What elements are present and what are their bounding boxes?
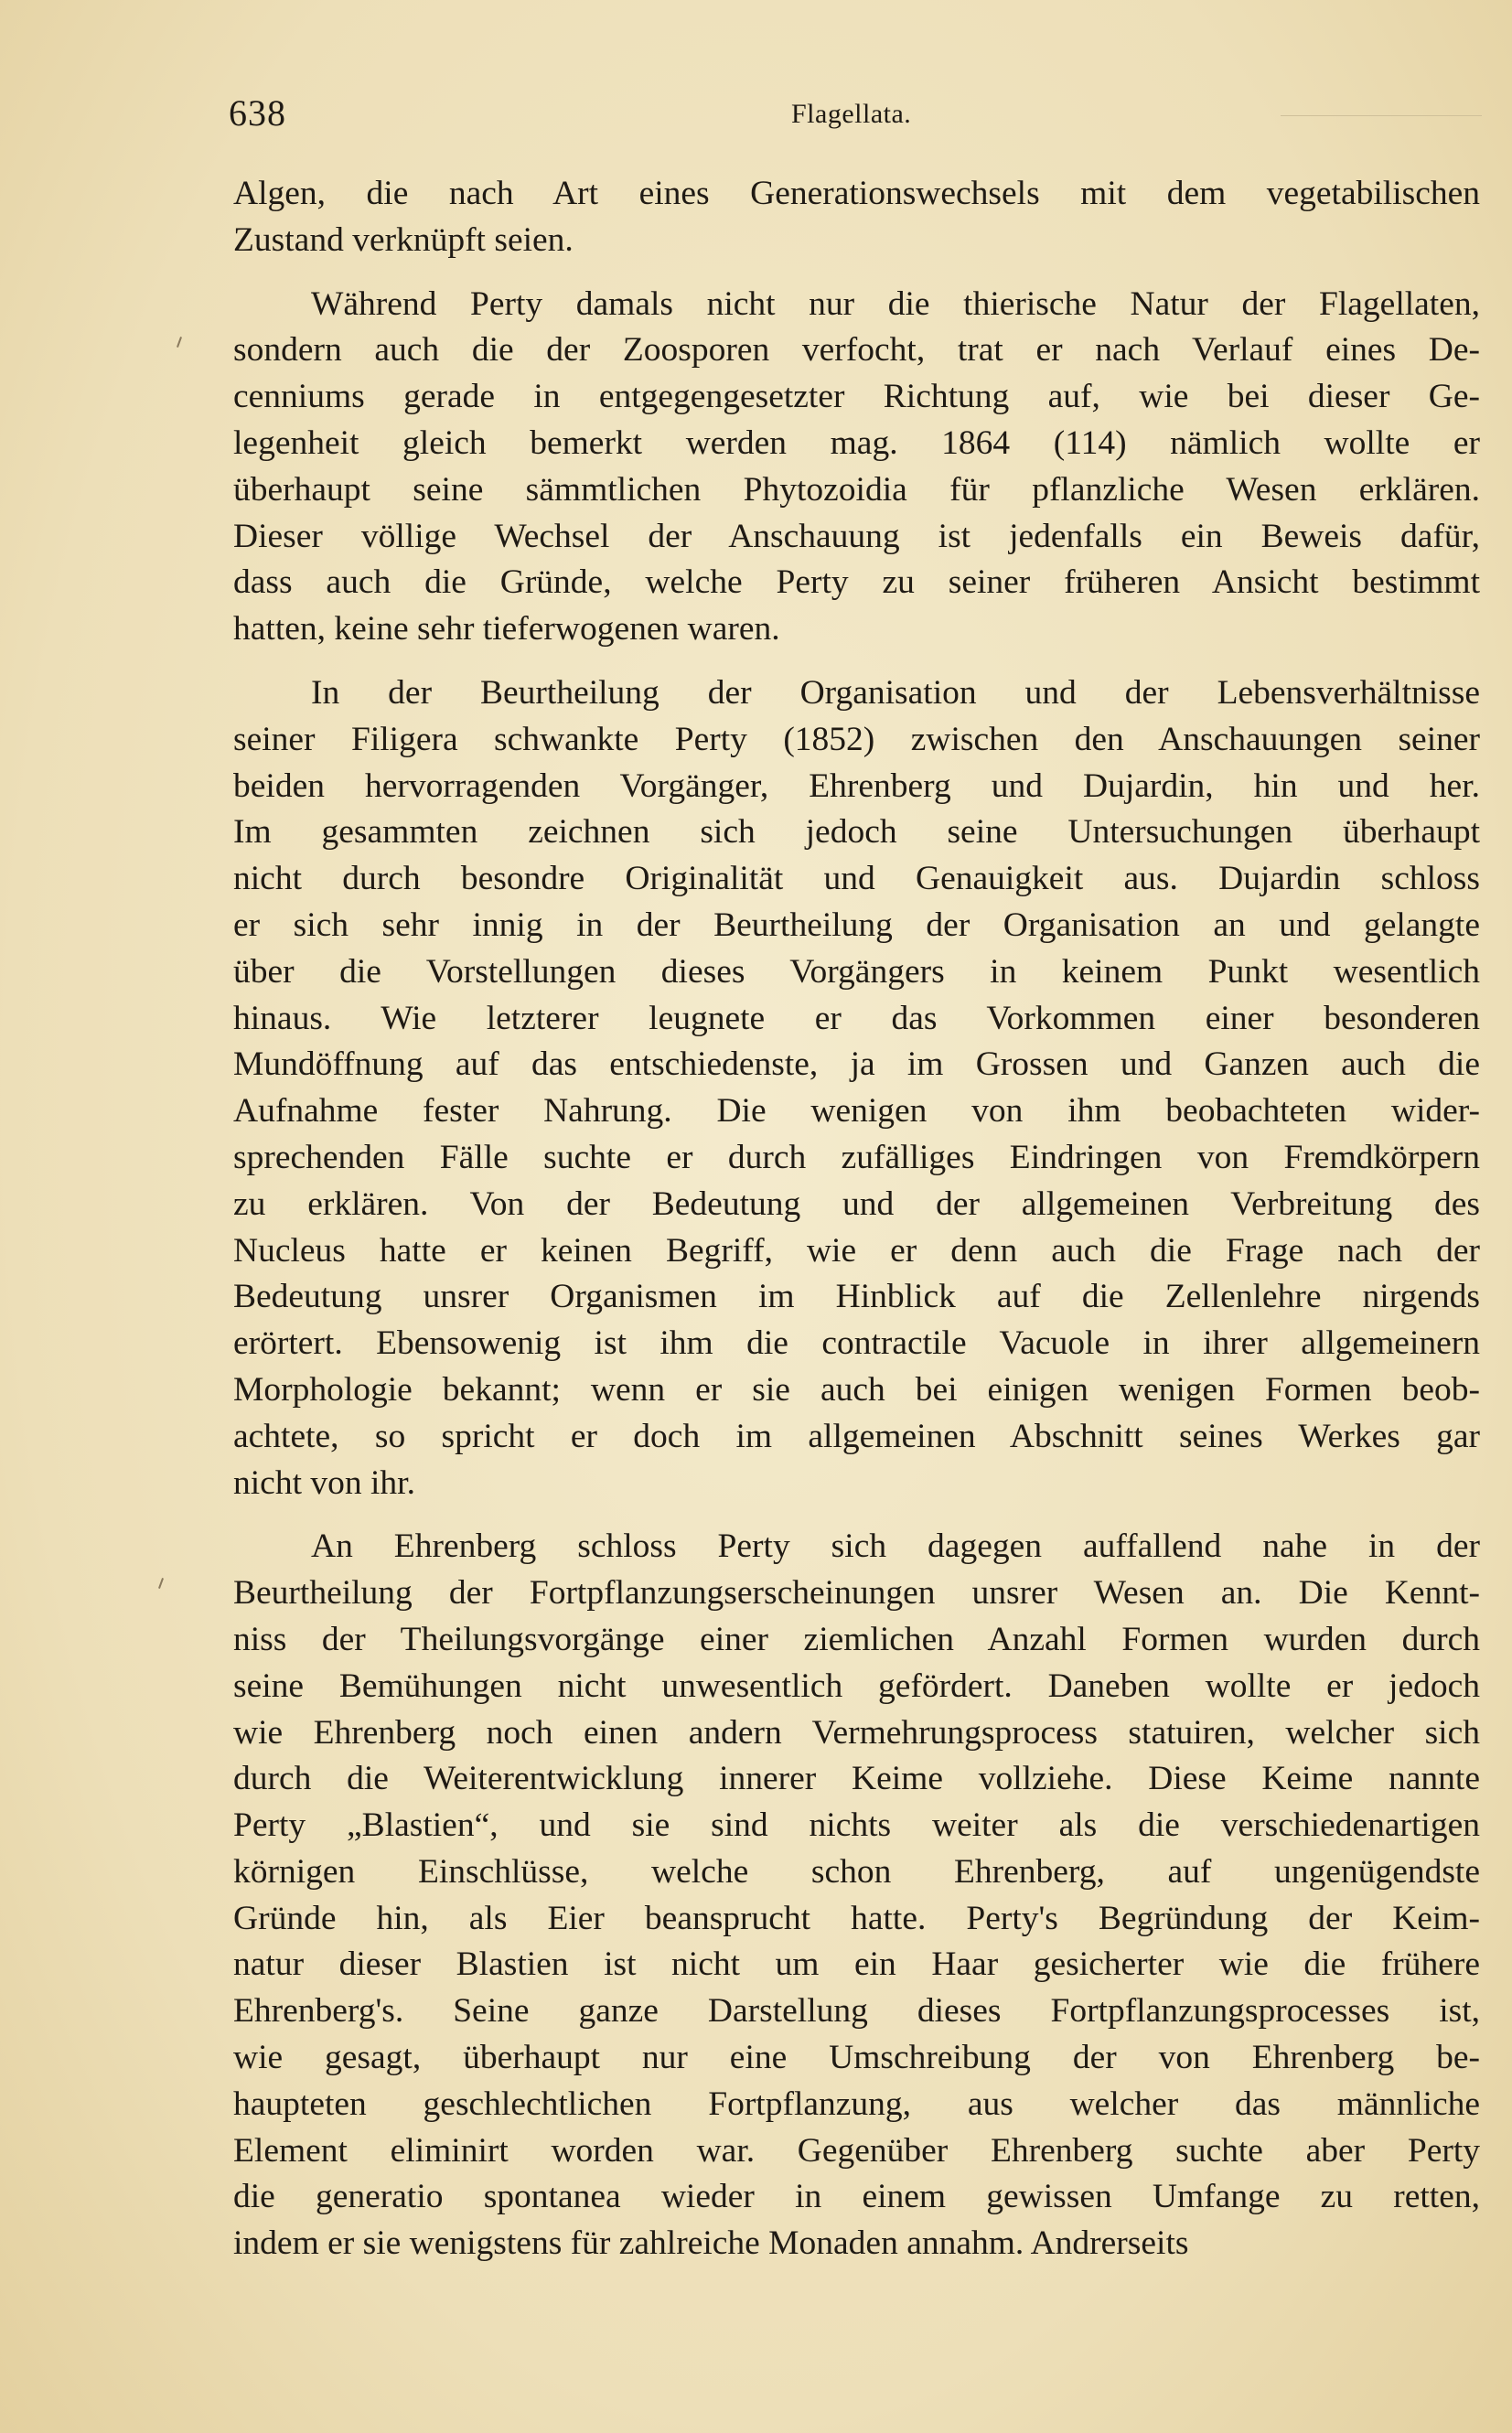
text-line: die generatio spontanea wieder in einem gewissen Umfange zu retten, (233, 2178, 1480, 2216)
text-line: zu erklären. Von der Bedeutung und der allgemeinen Verbreitung des (233, 1184, 1480, 1223)
header-rule (1281, 115, 1482, 116)
text-line: Morphologie bekannt; wenn er sie auch bei einigen wenigen Formen beob- (233, 1370, 1480, 1409)
text-line: achtete, so spricht er doch im allgemeinen Abschnitt seines Werkes gar (233, 1417, 1480, 1455)
text-line: nicht durch besondre Originalität und Genauigkeit aus. Dujardin schloss (233, 860, 1480, 898)
text-line: Dieser völlige Wechsel der Anschauung ist jedenfalls ein Beweis dafür, (233, 517, 1480, 555)
text-line: körnigen Einschlüsse, welche schon Ehrenberg, auf ungenügendste (233, 1852, 1480, 1891)
text-line: sondern auch die der Zoosporen verfocht, trat er nach Verlauf eines De- (233, 331, 1480, 370)
text-line: wie gesagt, überhaupt nur eine Umschreibung der von Ehrenberg be- (233, 2039, 1480, 2077)
text-line: In der Beurtheilung der Organisation und der Lebensverhältnisse (311, 673, 1480, 712)
text-line: hinaus. Wie letzterer leugnete er das Vorkommen einer besonderen (233, 999, 1480, 1037)
text-line: überhaupt seine sämmtlichen Phytozoidia für pflanzliche Wesen erklären. (233, 470, 1480, 509)
running-title: Flagellata. (791, 99, 912, 129)
text-line: über die Vorstellungen dieses Vorgängers in keinem Punkt wesentlich (233, 952, 1480, 991)
text-line: Beurtheilung der Fortpflanzungserscheinungen unsrer Wesen an. Die Kennt- (233, 1574, 1480, 1613)
text-line: dass auch die Gründe, welche Perty zu seiner früheren Ansicht bestimmt (233, 563, 1480, 602)
text-line: durch die Weiterentwicklung innerer Keime vollziehe. Diese Keime nannte (233, 1760, 1480, 1798)
page-header (229, 91, 1482, 146)
text-line: wie Ehrenberg noch einen andern Vermehrungsprocess statuiren, welcher sich (233, 1713, 1480, 1752)
text-line: Perty „Blastien“, und sie sind nichts weiter als die verschiedenartigen (233, 1806, 1480, 1845)
text-line: niss der Theilungsvorgänge einer ziemlichen Anzahl Formen wurden durch (233, 1620, 1480, 1658)
text-line: Element eliminirt worden war. Gegenüber Ehrenberg suchte aber Perty (233, 2131, 1480, 2170)
text-line: er sich sehr innig in der Beurtheilung der Organisation an und gelangte (233, 906, 1480, 944)
margin-mark (177, 337, 182, 348)
text-line: Aufnahme fester Nahrung. Die wenigen von ihm beobachteten wider- (233, 1092, 1480, 1131)
paragraph (233, 171, 1480, 264)
text-line: Im gesammten zeichnen sich jedoch seine Untersuchungen überhaupt (233, 813, 1480, 852)
text-line: erörtert. Ebensowenig ist ihm die contractile Vacuole in ihrer allgemeinern (233, 1324, 1480, 1363)
text-line: natur dieser Blastien ist nicht um ein Haar gesicherter wie die frühere (233, 1945, 1480, 1984)
text-line: Während Perty damals nicht nur die thierische Natur der Flagellaten, (311, 284, 1480, 323)
text-line: Bedeutung unsrer Organismen im Hinblick auf die Zellenlehre nirgends (233, 1278, 1480, 1316)
text-line: Mundöffnung auf das entschiedenste, ja im Grossen und Ganzen auch die (233, 1045, 1480, 1084)
text-line: Ehrenberg's. Seine ganze Darstellung dieses Fortpflanzungsprocesses ist, (233, 1992, 1480, 2031)
paragraph (233, 670, 1480, 1506)
text-line: legenheit gleich bemerkt werden mag. 1864 (114) nämlich wollte er (233, 423, 1480, 462)
text-line: Algen, die nach Art eines Generationswechsels mit dem vegetabilischen (233, 175, 1480, 212)
text-line: hatten, keine sehr tieferwogenen waren. (233, 610, 780, 648)
text-line: cenniums gerade in entgegengesetzter Richtung auf, wie bei dieser Ge- (233, 378, 1480, 416)
text-line: Gründe hin, als Eier beansprucht hatte. Perty's Begründung der Keim- (233, 1899, 1480, 1937)
text-line: seiner Filigera schwankte Perty (1852) zwischen den Anschauungen seiner (233, 720, 1480, 758)
paragraph (233, 282, 1480, 653)
text-line: haupteten geschlechtlichen Fortpflanzung, aus welcher das männliche (233, 2085, 1480, 2123)
margin-mark (158, 1578, 164, 1589)
text-line: sprechenden Fälle suchte er durch zufälliges Eindringen von Fremdkörpern (233, 1138, 1480, 1176)
text-line: Nucleus hatte er keinen Begriff, wie er denn auch die Frage nach der (233, 1231, 1480, 1270)
text-line: An Ehrenberg schloss Perty sich dagegen auffallend nahe in der (311, 1527, 1480, 1566)
text-line: Zustand verknüpft seien. (233, 220, 574, 259)
page-number: 638 (229, 92, 286, 134)
text-line: seine Bemühungen nicht unwesentlich gefördert. Daneben wollte er jedoch (233, 1667, 1480, 1705)
text-line: beiden hervorragenden Vorgänger, Ehrenberg und Dujardin, hin und her. (233, 766, 1480, 805)
text-line: indem er sie wenigstens für zahlreiche Monaden annahm. Andrerseits (233, 2224, 1189, 2263)
paragraph (233, 1524, 1480, 2267)
body-text (233, 171, 1480, 2285)
text-line: nicht von ihr. (233, 1463, 415, 1502)
